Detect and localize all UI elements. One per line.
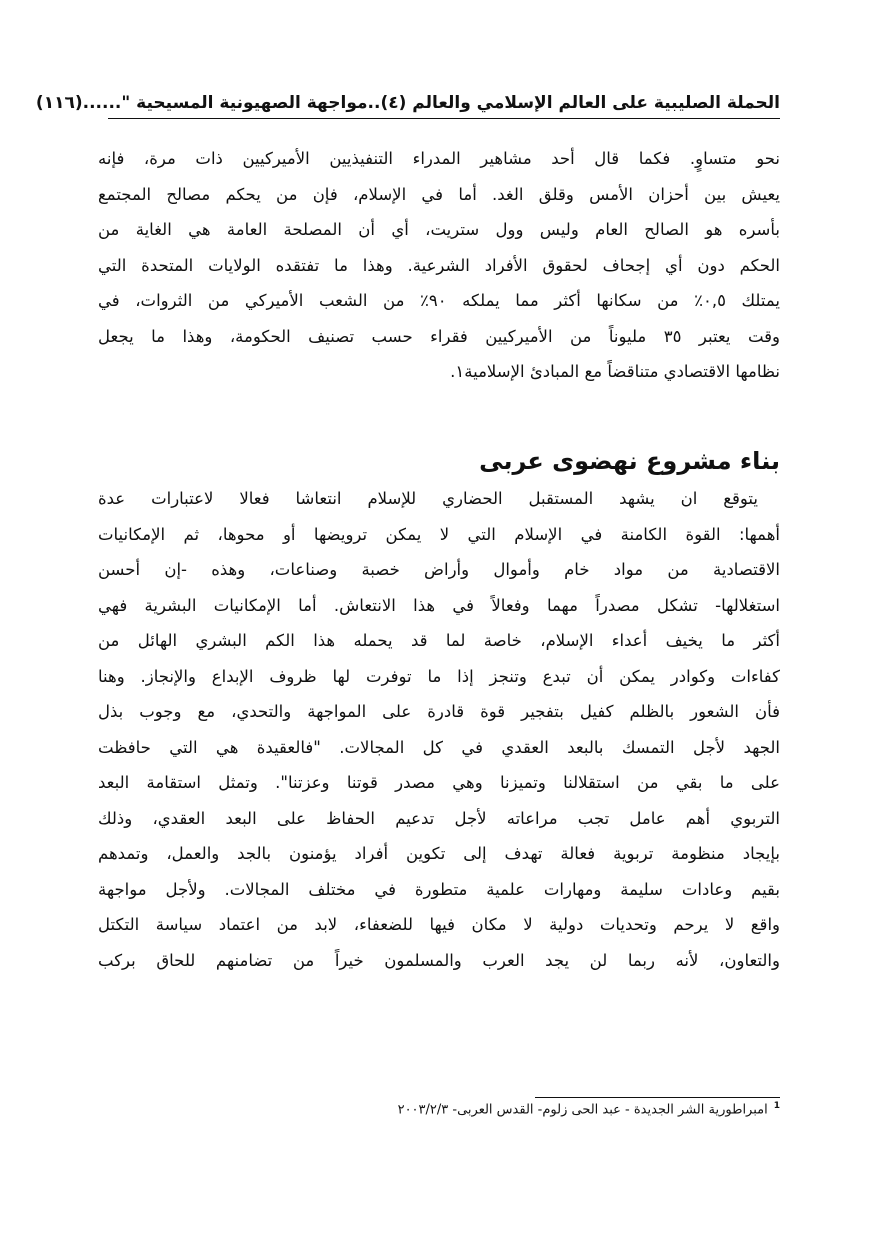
text-line: الجهد لأجل التمسك بالبعد العقدي في كل المجالات. "فالعقيدة هي التي حافظت <box>98 737 780 757</box>
text-line: كفاءات وكوادر يمكن أن تبدع وتنجز إذا ما توفرت لها ظروف الإبداع والإنجاز. وهنا <box>98 666 780 686</box>
footnote-marker: 1 <box>773 1101 780 1111</box>
text-line: يعيش بين أحزان الأمس وقلق الغد. أما في الإسلام، فإن من يحكم مصالح المجتمع <box>98 184 780 204</box>
footnote-divider <box>535 1097 780 1098</box>
text-line: التربوي أهم عامل تجب مراعاته لأجل تدعيم الحفاظ على البعد العقدي، وذلك <box>98 808 780 828</box>
text-line: نحو متساوٍ. فكما قال أحد مشاهير المدراء التنفيذيين الأميركيين ذات مرة، فإنه <box>98 149 780 168</box>
footnote-text: امبراطورية الشر الجديدة - عبد الحى زلوم- القدس العربى- ٢٠٠٣/٢/٣ <box>397 1102 768 1118</box>
text-line: استغلالها- تشكل مصدراً مهما وفعالاً في هذا الانتعاش. أما الإمكانيات البشرية فهي <box>98 595 780 615</box>
header-divider <box>108 118 780 119</box>
text-line: أكثر ما يخيف أعداء الإسلام، خاصة لما قد يحمله هذا الكم البشري الهائل من <box>98 631 780 650</box>
text-line: فأن الشعور بالظلم كفيل بتفجير قوة قادرة على المواجهة والتحدي، مع وجوب بذل <box>98 702 780 721</box>
text-line: على ما بقي من استقلالنا وتميزنا وهي مصدر قوتنا وعزتنا". وتمثل استقامة البعد <box>98 773 780 792</box>
text-line: الاقتصادية من مواد خام وأموال وأراض خصبة وصناعات، وهذه -إن أحسن <box>98 560 780 579</box>
paragraph-2 <box>98 481 780 978</box>
paragraph-1 <box>98 141 780 390</box>
section-heading: بناء مشروع نهضوى عربى <box>479 447 780 475</box>
text-line: نظامها الاقتصادي متناقضاً مع المبادئ الإسلامية١. <box>450 362 780 381</box>
text-line: بأسره هو الصالح العام وليس وول ستريت، أي أن المصلحة العامة هي الغاية من <box>98 220 780 239</box>
text-line: الحكم دون أي إجحاف لحقوق الأفراد الشرعية. وهذا ما تفتقده الولايات المتحدة التي <box>98 255 780 275</box>
document-page <box>35 0 780 1240</box>
footnote <box>398 1101 780 1117</box>
running-header <box>35 88 780 118</box>
text-line: وقت يعتبر ٣٥ مليوناً من الأميركيين فقراء حسب تصنيف الحكومة، وهذا ما يجعل <box>98 326 780 346</box>
text-line: أهمها: القوة الكامنة في الإسلام التي لا يمكن ترويضها أو محوها، ثم الإمكانيات <box>98 524 780 544</box>
text-line: يتوقع ان يشهد المستقبل الحضاري للإسلام انتعاشا فعالا لاعتبارات عدة <box>98 489 758 508</box>
text-line: والتعاون، لأنه ربما لن يجد العرب والمسلمون خيراً من تضامنهم للحاق بركب <box>98 950 780 970</box>
text-line: بقيم وعادات سليمة ومهارات علمية متطورة في مختلف المجالات. ولأجل مواجهة <box>98 879 780 899</box>
text-line: يمتلك ٠,٥٪ من سكانها أكثر مما يملكه ٩٠٪ من الشعب الأميركي من الثروات، في <box>98 291 780 310</box>
page-number: (١١٦) <box>35 93 83 113</box>
text-line: واقع لا يرحم وتحديات دولية لا مكان فيها للضعفاء، لابد من اعتماد سياسة التكتل <box>98 915 780 934</box>
text-line: بإيجاد منظومة تربوية فعالة تهدف إلى تكوين أفراد يؤمنون بالجد والعمل، وتمدهم <box>98 844 780 863</box>
running-header-title: الحملة الصليبية على العالم الإسلامي والعالم (٤)..مواجهة الصهيونية المسيحية "...... <box>82 93 780 113</box>
